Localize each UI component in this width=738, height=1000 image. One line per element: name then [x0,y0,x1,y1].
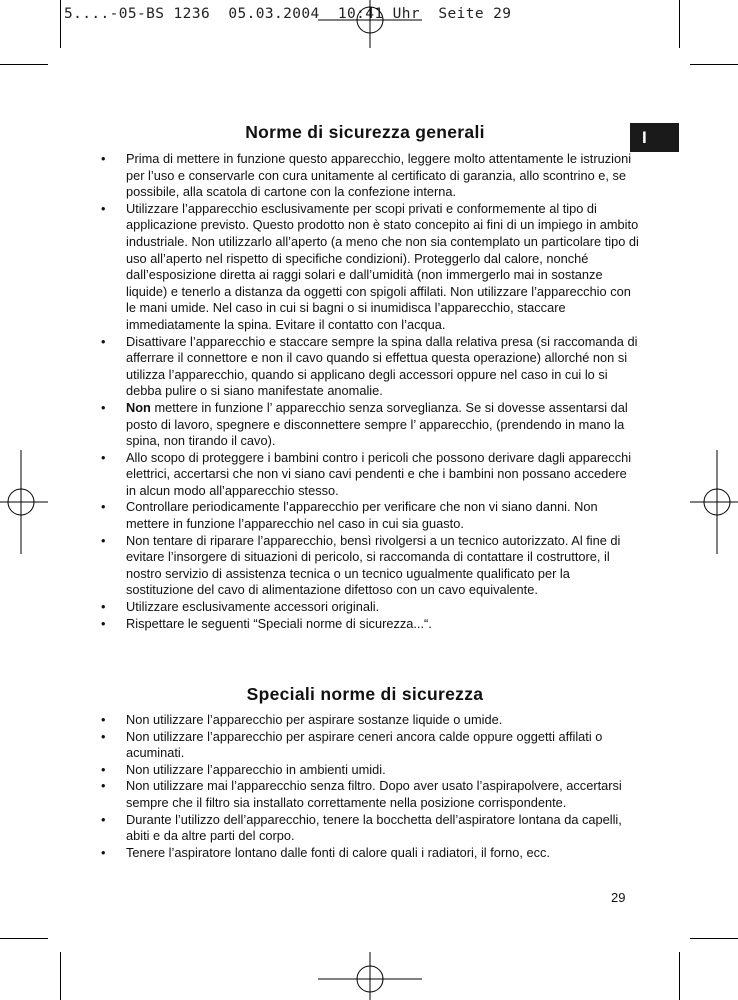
crop-mark-bottom-left-h [0,938,48,939]
general-safety-list [100,151,640,632]
list-item [100,812,640,845]
crop-mark-top-right-v [679,0,680,48]
list-item [100,778,640,811]
list-item [100,845,640,862]
special-safety-list [100,712,640,861]
list-item-text: Rispettare le seguenti “Speciali norme di sicurezza...“. [126,615,432,631]
printer-slug-line: 5....-05-BS 1236 05.03.2004 10:41 Uhr Seite 29 [64,6,512,22]
list-item-text: Non tentare di riparare l’apparecchio, bensì rivolgersi a un tecnico autorizzato. Al fine di evitare l’insorgere di situazioni di pericolo, si raccomanda di contattare il costruttore, il nostro servizio di assistenza tecnica o un tecnico ugualmente qualificato per la sostituzione del cavo di alimentazione difettoso con un cavo equivalente. [126,532,621,598]
list-item [100,729,640,762]
list-item-text: Allo scopo di proteggere i bambini contro i pericoli che possono derivare dagli apparecchi elettrici, accertarsi che non vi siano cavi pendenti e che i bambini non possano accedere in alcun modo all’apparecchio stesso. [126,449,632,498]
list-item-text: Tenere l’aspiratore lontano dalle fonti di calore quali i radiatori, il forno, ecc. [126,844,550,860]
registration-mark-left [0,450,48,554]
registration-mark-top [318,0,422,48]
list-item [100,499,640,532]
list-item-text: Durante l’utilizzo dell’apparecchio, tenere la bocchetta dell’aspiratore lontana da capelli, abiti e da altre parti del corpo. [126,811,622,844]
list-item-text: Non utilizzare l’apparecchio in ambienti umidi. [126,761,386,777]
list-item [100,712,640,729]
list-item-text: Disattivare l’apparecchio e staccare sempre la spina dalla relativa presa (si raccomanda di afferrare il connettore e non il cavo quando si effettua questa operazione) allorché non si utilizza l’apparecchio, quando si applicano degli accessori oppure nel caso in cui lo si debba pulire o si siano manifestate anomalie. [126,333,638,399]
section-title-general-safety: Norme di sicurezza generali [245,122,485,142]
crop-mark-bottom-left-v [60,952,61,1000]
list-item [100,201,640,334]
list-item-text: Utilizzare l’apparecchio esclusivamente per scopi privati e conformemente al tipo di applicazione previsto. Questo prodotto non è stato concepito ai fini di un impiego in ambito industriale. Non utilizzarlo all’aperto (a meno che non sia contemplato un particolare tipo di uso all’aperto nel rispetto di specifiche condizioni). Proteggerlo dal calore, nonché dall’esposizione diretta ai raggi solari e dall’umidità (non immergerlo mai in sostanze liquide) e tenerlo a distanza da oggetti con spigoli affilati. Non utilizzare l’apparecchio con le mani umide. Nel caso in cui si bagni o si inumidisca l’apparecchio, staccare immediatamente la spina. Evitare il contatto con l’acqua. [126,200,639,332]
list-item-text: Controllare periodicamente l’apparecchio per verificare che non vi siano danni. Non mettere in funzione l’apparecchio nel caso in cui sia guasto. [126,499,598,532]
crop-mark-bottom-right-h [690,938,738,939]
list-item-text: Non utilizzare l’apparecchio per aspirare sostanze liquide o umide. [126,712,503,727]
crop-mark-top-left-h [0,64,48,65]
list-item [100,400,640,450]
emphasis-lead: Non [126,399,151,415]
list-item-text: mettere in funzione l’ apparecchio senza sorveglianza. Se si dovesse assentarsi dal posto di lavoro, spegnere e disconnettere sempre l’ apparecchio, (prendendo in mano la spina, non tirando il cavo). [126,399,628,449]
list-item [100,616,640,633]
language-tab: I [630,123,679,152]
crop-mark-bottom-right-v [679,952,680,1000]
crop-mark-top-left-v [60,0,61,48]
page-number: 29 [611,890,626,905]
registration-mark-right [690,450,738,554]
list-item [100,599,640,616]
section-title-special-safety: Speciali norme di sicurezza [246,684,484,704]
list-item-text: Prima di mettere in funzione questo apparecchio, leggere molto attentamente le istruzioni per l’uso e conservarle con cura unitamente al certificato di garanzia, allo scontrino e, se possibile, alla scatola di cartone con la confezione interna. [126,151,632,200]
list-item [100,533,640,599]
list-item-text: Non utilizzare l’apparecchio per aspirare ceneri ancora calde oppure oggetti affilati o acuminati. [126,728,603,761]
list-item [100,762,640,779]
registration-mark-bottom [318,952,422,1000]
list-item [100,151,640,201]
list-item-text: Utilizzare esclusivamente accessori originali. [126,599,380,615]
list-item [100,334,640,400]
list-item-text: Non utilizzare mai l’apparecchio senza filtro. Dopo aver usato l’aspirapolvere, accertarsi sempre che il filtro sia installato correttamente nella posizione corrispondente. [126,778,622,810]
list-item [100,450,640,500]
crop-mark-top-right-h [690,64,738,65]
